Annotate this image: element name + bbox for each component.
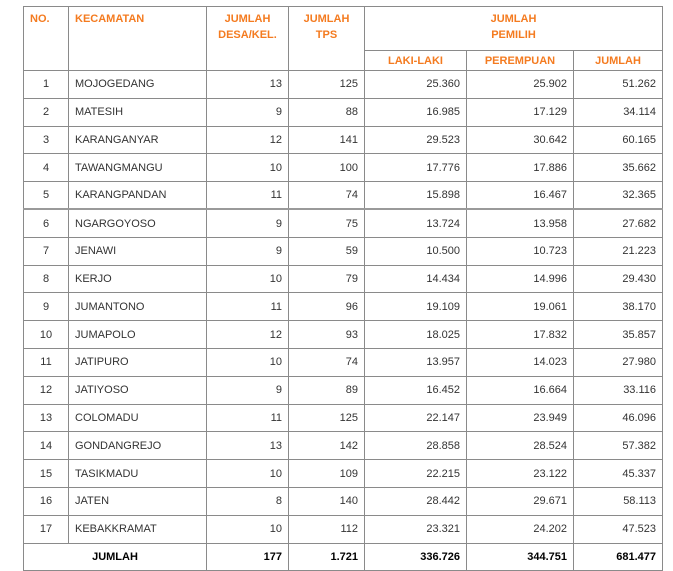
cell-jumlah-desa: 9 (207, 237, 289, 265)
cell-laki-laki: 23.321 (365, 515, 467, 543)
table-row (24, 376, 663, 404)
cell-laki-laki: 16.452 (365, 376, 467, 404)
cell-laki-laki: 22.147 (365, 404, 467, 432)
cell-perempuan: 16.664 (467, 376, 574, 404)
header-jumlah-desa (207, 7, 289, 71)
table-row (24, 460, 663, 488)
header-jumlah-tps-line1: JUMLAH (303, 13, 350, 25)
cell-laki-laki: 29.523 (365, 126, 467, 154)
cell-jumlah: 58.113 (574, 487, 663, 515)
cell-jumlah: 27.980 (574, 348, 663, 376)
cell-jumlah-tps: 125 (289, 404, 365, 432)
cell-no: 4 (24, 154, 69, 182)
cell-jumlah-desa: 11 (207, 404, 289, 432)
cell-no: 2 (24, 98, 69, 126)
cell-perempuan: 19.061 (467, 293, 574, 321)
cell-perempuan: 23.949 (467, 404, 574, 432)
cell-laki-laki: 19.109 (365, 293, 467, 321)
cell-perempuan: 28.524 (467, 432, 574, 460)
table-body (24, 71, 663, 544)
cell-laki-laki: 18.025 (365, 321, 467, 349)
table-row (24, 487, 663, 515)
header-jumlah-desa-line1: JUMLAH (224, 13, 271, 25)
cell-jumlah-desa: 8 (207, 487, 289, 515)
cell-jumlah-desa: 10 (207, 265, 289, 293)
cell-perempuan: 24.202 (467, 515, 574, 543)
header-jumlah: JUMLAH (574, 51, 663, 71)
cell-jumlah-desa: 10 (207, 460, 289, 488)
cell-perempuan: 17.832 (467, 321, 574, 349)
cell-jumlah-desa: 9 (207, 376, 289, 404)
cell-no: 15 (24, 460, 69, 488)
cell-jumlah-desa: 13 (207, 432, 289, 460)
total-tps: 1.721 (289, 543, 365, 570)
table-row (24, 209, 663, 237)
total-perempuan: 344.751 (467, 543, 574, 570)
cell-laki-laki: 13.724 (365, 209, 467, 237)
cell-jumlah-tps: 96 (289, 293, 365, 321)
cell-kecamatan: KERJO (69, 265, 207, 293)
cell-perempuan: 17.886 (467, 154, 574, 182)
cell-laki-laki: 10.500 (365, 237, 467, 265)
cell-no: 16 (24, 487, 69, 515)
table-row (24, 237, 663, 265)
cell-jumlah: 60.165 (574, 126, 663, 154)
cell-kecamatan: TAWANGMANGU (69, 154, 207, 182)
cell-kecamatan: JATIYOSO (69, 376, 207, 404)
cell-kecamatan: JENAWI (69, 237, 207, 265)
cell-jumlah-tps: 142 (289, 432, 365, 460)
cell-jumlah-tps: 109 (289, 460, 365, 488)
cell-perempuan: 10.723 (467, 237, 574, 265)
cell-perempuan: 17.129 (467, 98, 574, 126)
header-jumlah-tps-line2: TPS (315, 29, 338, 41)
table-row (24, 432, 663, 460)
cell-jumlah-desa: 11 (207, 182, 289, 210)
cell-jumlah-desa: 12 (207, 321, 289, 349)
header-jumlah-desa-line2: DESA/KEL. (218, 29, 277, 41)
cell-laki-laki: 16.985 (365, 98, 467, 126)
cell-perempuan: 13.958 (467, 209, 574, 237)
cell-perempuan: 29.671 (467, 487, 574, 515)
cell-jumlah-tps: 75 (289, 209, 365, 237)
cell-jumlah: 21.223 (574, 237, 663, 265)
cell-kecamatan: JATIPURO (69, 348, 207, 376)
cell-kecamatan: MOJOGEDANG (69, 71, 207, 99)
table-row (24, 321, 663, 349)
cell-kecamatan: JUMANTONO (69, 293, 207, 321)
cell-kecamatan: JATEN (69, 487, 207, 515)
total-desa: 177 (207, 543, 289, 570)
cell-jumlah: 45.337 (574, 460, 663, 488)
table-row (24, 293, 663, 321)
header-jumlah-pemilih-line2: PEMILIH (491, 29, 536, 41)
cell-kecamatan: MATESIH (69, 98, 207, 126)
cell-perempuan: 25.902 (467, 71, 574, 99)
cell-jumlah-desa: 10 (207, 515, 289, 543)
cell-jumlah-desa: 12 (207, 126, 289, 154)
cell-laki-laki: 25.360 (365, 71, 467, 99)
header-kecamatan: KECAMATAN (69, 7, 207, 71)
cell-no: 6 (24, 209, 69, 237)
total-laki: 336.726 (365, 543, 467, 570)
header-jumlah-pemilih-line1: JUMLAH (490, 13, 537, 25)
table-row (24, 182, 663, 210)
cell-no: 10 (24, 321, 69, 349)
cell-perempuan: 23.122 (467, 460, 574, 488)
cell-no: 13 (24, 404, 69, 432)
cell-no: 9 (24, 293, 69, 321)
cell-kecamatan: COLOMADU (69, 404, 207, 432)
table-row (24, 265, 663, 293)
cell-kecamatan: KARANGANYAR (69, 126, 207, 154)
header-jumlah-pemilih (365, 7, 663, 51)
cell-jumlah: 35.662 (574, 154, 663, 182)
cell-jumlah-desa: 9 (207, 98, 289, 126)
cell-no: 12 (24, 376, 69, 404)
table-row (24, 154, 663, 182)
table-row (24, 404, 663, 432)
cell-jumlah-tps: 112 (289, 515, 365, 543)
cell-jumlah: 51.262 (574, 71, 663, 99)
header-jumlah-tps (289, 7, 365, 71)
table-row (24, 126, 663, 154)
cell-jumlah: 32.365 (574, 182, 663, 210)
table-row (24, 348, 663, 376)
cell-kecamatan: JUMAPOLO (69, 321, 207, 349)
cell-jumlah: 38.170 (574, 293, 663, 321)
voter-table (23, 6, 663, 571)
table-row (24, 71, 663, 99)
cell-kecamatan: KEBAKKRAMAT (69, 515, 207, 543)
cell-jumlah: 33.116 (574, 376, 663, 404)
cell-no: 5 (24, 182, 69, 210)
cell-jumlah-desa: 13 (207, 71, 289, 99)
cell-jumlah-tps: 74 (289, 182, 365, 210)
cell-no: 11 (24, 348, 69, 376)
cell-no: 7 (24, 237, 69, 265)
cell-no: 1 (24, 71, 69, 99)
cell-perempuan: 30.642 (467, 126, 574, 154)
cell-jumlah-tps: 88 (289, 98, 365, 126)
cell-laki-laki: 28.442 (365, 487, 467, 515)
cell-no: 8 (24, 265, 69, 293)
cell-jumlah: 27.682 (574, 209, 663, 237)
cell-laki-laki: 22.215 (365, 460, 467, 488)
cell-no: 3 (24, 126, 69, 154)
cell-perempuan: 14.996 (467, 265, 574, 293)
total-row (24, 543, 663, 570)
table-row (24, 515, 663, 543)
cell-laki-laki: 14.434 (365, 265, 467, 293)
cell-jumlah: 57.382 (574, 432, 663, 460)
cell-jumlah: 35.857 (574, 321, 663, 349)
table-row (24, 98, 663, 126)
header-no: NO. (24, 7, 69, 71)
cell-laki-laki: 28.858 (365, 432, 467, 460)
cell-jumlah-tps: 93 (289, 321, 365, 349)
cell-no: 14 (24, 432, 69, 460)
cell-kecamatan: GONDANGREJO (69, 432, 207, 460)
cell-jumlah-tps: 141 (289, 126, 365, 154)
cell-jumlah-tps: 140 (289, 487, 365, 515)
total-label: JUMLAH (24, 543, 207, 570)
cell-jumlah-tps: 100 (289, 154, 365, 182)
cell-perempuan: 14.023 (467, 348, 574, 376)
header-perempuan: PEREMPUAN (467, 51, 574, 71)
cell-jumlah-tps: 89 (289, 376, 365, 404)
cell-jumlah-desa: 11 (207, 293, 289, 321)
cell-perempuan: 16.467 (467, 182, 574, 210)
header-laki-laki: LAKI-LAKI (365, 51, 467, 71)
cell-laki-laki: 17.776 (365, 154, 467, 182)
cell-jumlah-tps: 74 (289, 348, 365, 376)
cell-jumlah: 29.430 (574, 265, 663, 293)
cell-laki-laki: 15.898 (365, 182, 467, 210)
cell-jumlah-desa: 10 (207, 348, 289, 376)
cell-jumlah: 34.114 (574, 98, 663, 126)
cell-jumlah: 47.523 (574, 515, 663, 543)
cell-jumlah-tps: 125 (289, 71, 365, 99)
cell-no: 17 (24, 515, 69, 543)
cell-jumlah-tps: 59 (289, 237, 365, 265)
cell-kecamatan: KARANGPANDAN (69, 182, 207, 210)
cell-kecamatan: TASIKMADU (69, 460, 207, 488)
cell-jumlah-desa: 10 (207, 154, 289, 182)
cell-jumlah-tps: 79 (289, 265, 365, 293)
total-jumlah: 681.477 (574, 543, 663, 570)
cell-kecamatan: NGARGOYOSO (69, 209, 207, 237)
cell-laki-laki: 13.957 (365, 348, 467, 376)
cell-jumlah: 46.096 (574, 404, 663, 432)
cell-jumlah-desa: 9 (207, 209, 289, 237)
